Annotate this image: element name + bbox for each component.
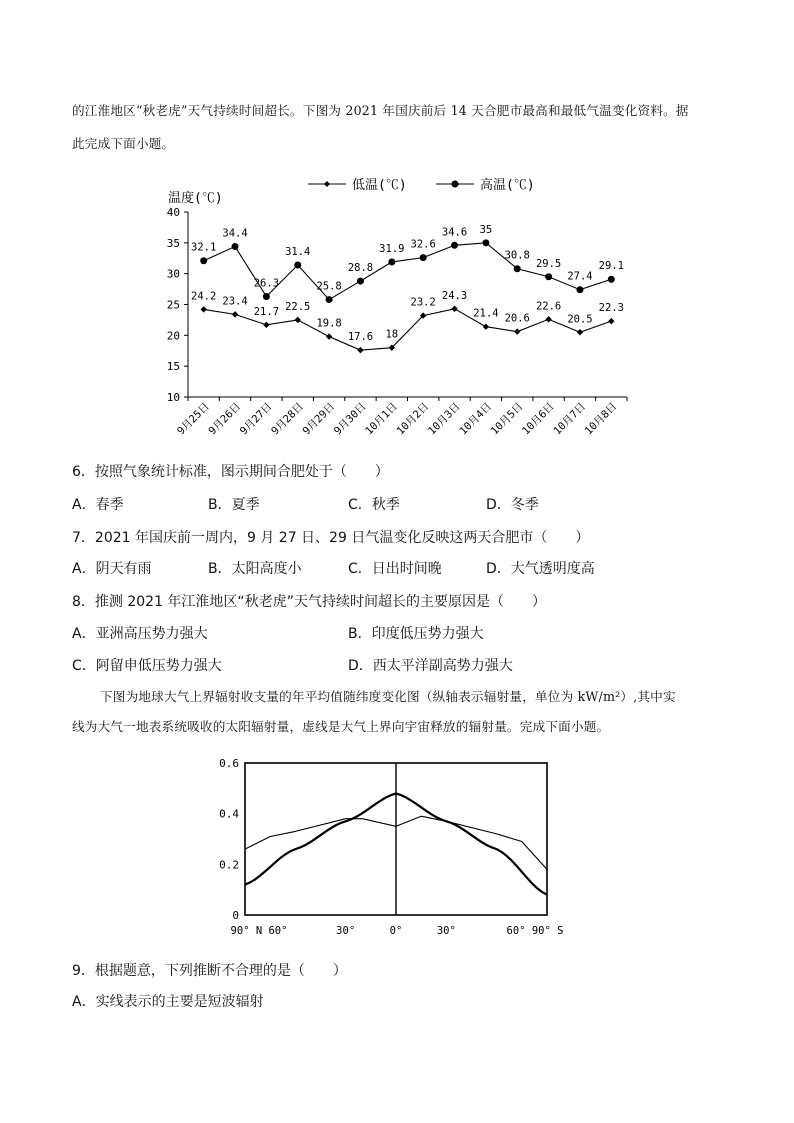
data-point-low [232, 311, 238, 317]
data-label: 24.2 [191, 290, 217, 303]
x-tick-label: 10月3日 [425, 400, 463, 438]
data-point-high [608, 276, 615, 283]
y-tick-label: 0.4 [219, 807, 239, 821]
intro2-line-2: 线为大气一地表系统吸收的太阳辐射量，虚线是大气上界向宇宙释放的辐射量。完成下面小题。 [72, 719, 610, 734]
q8-option-c[interactable]: C．阿留申低压势力强大 [72, 658, 222, 674]
x-tick-label: 30° [436, 925, 456, 937]
data-label: 28.8 [347, 262, 374, 275]
data-label: 21.4 [473, 307, 499, 320]
x-tick-label: 10月5日 [488, 400, 526, 438]
series-line [204, 243, 612, 300]
q6-option-a[interactable]: A．春季 [72, 497, 124, 513]
y-tick-label: 30 [166, 267, 180, 281]
chart-legend [308, 177, 535, 193]
question-8-stem: 8．推测 2021 年江淮地区“秋老虎”天气持续时间超长的主要原因是（ ） [72, 594, 546, 610]
q8-option-b[interactable]: B．印度低压势力强大 [348, 626, 484, 642]
y-tick-label: 25 [166, 298, 180, 312]
x-tick-label: 10月8日 [582, 400, 620, 438]
x-tick-label: 0° [389, 925, 403, 937]
x-tick-label: 10月2日 [394, 400, 432, 438]
data-label: 22.6 [535, 300, 562, 313]
y-tick-label: 0 [232, 909, 239, 922]
data-label: 23.2 [410, 296, 436, 309]
data-label: 31.4 [285, 246, 311, 259]
data-point-low [545, 316, 551, 322]
data-label: 25.8 [316, 280, 342, 293]
data-label: 35 [479, 223, 493, 236]
data-label: 17.6 [347, 331, 374, 344]
data-point-high [420, 254, 427, 261]
x-tick-label: 10月1日 [363, 400, 400, 438]
y-tick-label: 20 [166, 329, 180, 343]
data-label: 32.1 [191, 241, 217, 254]
temperature-chart [160, 170, 640, 455]
intro2-line-1: 下图为地球大气上界辐射收支量的年平均值随纬度变化图（纵轴表示辐射量，单位为 kW/m²）,其中实 [100, 689, 676, 704]
x-tick-label: 9月30日 [331, 400, 369, 438]
x-tick-label: 10月4日 [457, 400, 495, 438]
data-label: 23.4 [222, 295, 248, 308]
y-tick-label: 0.2 [219, 858, 239, 872]
x-tick-label: 10月7日 [551, 400, 589, 438]
q8-option-d[interactable]: D．西太平洋副高势力强大 [348, 658, 513, 674]
x-tick-label: 90° N 60° [230, 925, 288, 937]
data-label: 32.6 [410, 238, 436, 251]
q7-option-d[interactable]: D．大气透明度高 [486, 561, 595, 577]
legend-marker [452, 181, 459, 188]
data-label: 31.9 [379, 242, 405, 255]
data-point-high [263, 293, 270, 300]
legend-marker [324, 181, 330, 187]
data-point-low [295, 317, 301, 323]
x-tick-label: 10月6日 [519, 400, 557, 438]
data-point-low [514, 328, 520, 334]
data-label: 21.7 [253, 305, 280, 318]
y-axis-label: 温度(℃) [168, 191, 223, 206]
data-label: 22.5 [285, 300, 311, 313]
data-point-high [200, 257, 207, 264]
data-point-high [357, 278, 364, 285]
data-point-low [577, 329, 583, 335]
data-point-low [200, 306, 206, 312]
x-tick-label: 30° [336, 925, 356, 937]
question-9-stem: 9．根据题意，下列推断不合理的是（ ） [72, 963, 347, 979]
q9-option-a[interactable]: A．实线表示的主要是短波辐射 [72, 994, 264, 1010]
x-tick-label: 9月29日 [300, 400, 338, 438]
x-tick-label: 9月27日 [237, 400, 275, 438]
data-point-high [514, 265, 521, 272]
intro-line-1: 的江淮地区“秋老虎”天气持续时间超长。下图为 2021 年国庆前后 14 天合肥市最高和最低气温变化资料。据 [72, 103, 689, 118]
data-label: 27.4 [567, 270, 593, 283]
data-label: 20.5 [567, 313, 593, 326]
y-tick-label: 15 [166, 360, 180, 374]
data-point-low [263, 322, 269, 328]
q7-option-b[interactable]: B．太阳高度小 [208, 561, 302, 577]
data-point-high [388, 258, 395, 265]
q8-option-a[interactable]: A．亚洲高压势力强大 [72, 626, 208, 642]
data-label: 29.5 [535, 257, 562, 270]
data-label: 20.6 [504, 312, 530, 325]
data-label: 34.6 [441, 226, 468, 239]
question-6-stem: 6．按照气象统计标准，图示期间合肥处于（ ） [72, 464, 389, 480]
q6-option-d[interactable]: D．冬季 [486, 497, 539, 513]
intro-line-2: 此完成下面小题。 [72, 136, 175, 151]
data-point-high [232, 243, 239, 250]
data-point-low [608, 318, 614, 324]
x-tick-label: 60° 90° S [506, 925, 564, 937]
q7-option-c[interactable]: C．日出时间晚 [348, 561, 442, 577]
data-label: 19.8 [316, 317, 342, 330]
legend-label: 低温(℃) [352, 178, 407, 193]
data-label: 26.3 [253, 277, 280, 290]
question-7-stem: 7．2021 年国庆前一周内，9 月 27 日、29 日气温变化反映这两天合肥市（ ） [72, 530, 590, 546]
legend-label: 高温(℃) [480, 178, 535, 193]
radiation-chart [218, 752, 580, 942]
data-point-high [451, 242, 458, 249]
y-tick-label: 35 [166, 236, 180, 250]
data-label: 22.3 [598, 302, 624, 315]
x-tick-label: 9月25日 [175, 400, 212, 438]
x-tick-label: 9月28日 [269, 400, 306, 438]
data-point-high [576, 286, 583, 293]
x-tick-label: 9月26日 [206, 400, 244, 438]
data-point-high [294, 262, 301, 269]
data-point-high [545, 273, 552, 280]
q6-option-c[interactable]: C．秋季 [348, 497, 400, 513]
data-point-low [326, 333, 332, 339]
data-point-low [451, 306, 457, 312]
data-label: 29.1 [598, 260, 624, 273]
y-tick-label: 40 [166, 206, 180, 219]
data-point-high [326, 296, 333, 303]
q7-option-a[interactable]: A．阴天有雨 [72, 561, 152, 577]
data-label: 34.4 [222, 227, 248, 240]
q6-option-b[interactable]: B．夏季 [208, 497, 260, 513]
data-label: 18 [385, 328, 399, 341]
data-label: 24.3 [441, 289, 468, 302]
data-point-low [357, 347, 363, 353]
y-tick-label: 10 [166, 391, 180, 404]
y-tick-label: 0.6 [219, 757, 239, 770]
data-point-high [482, 239, 489, 246]
data-label: 30.8 [504, 249, 530, 262]
data-point-low [483, 324, 489, 330]
